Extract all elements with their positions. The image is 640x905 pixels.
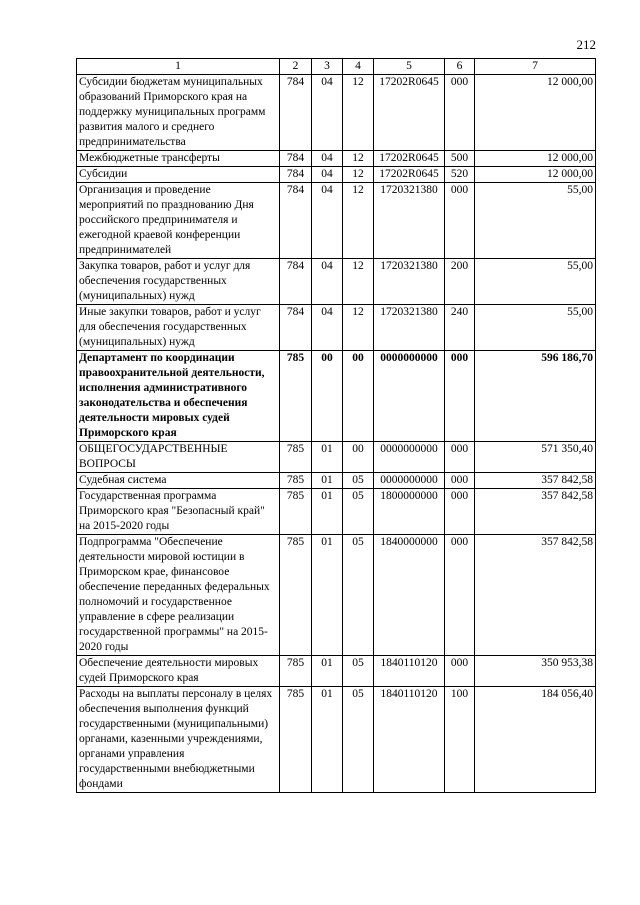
table-row	[77, 75, 596, 151]
row-name: Судебная система	[77, 473, 280, 489]
row-name: Подпрограмма "Обеспечение деятельности мировой юстиции в Приморском крае, финансовое обеспечение переданных федеральных полномочий и государственное управление в сфере реализации государственной программы" на 2015-2020 годы	[77, 535, 280, 656]
row-section-code: 00	[312, 351, 343, 442]
row-expense-type-code: 000	[445, 442, 475, 473]
row-ministry-code: 785	[280, 473, 312, 489]
row-expense-type-code: 000	[445, 489, 475, 535]
header-row	[77, 59, 596, 75]
row-ministry-code: 784	[280, 75, 312, 151]
row-subsection-code: 12	[343, 167, 374, 183]
table-row	[77, 183, 596, 259]
column-header: 3	[312, 59, 343, 75]
row-name: Департамент по координации правоохранительной деятельности, исполнения административного законодательства и обеспечения деятельности мировых судей Приморского края	[77, 351, 280, 442]
row-ministry-code: 784	[280, 259, 312, 305]
row-ministry-code: 785	[280, 351, 312, 442]
row-target-code: 0000000000	[374, 351, 445, 442]
row-name: Субсидии бюджетам муниципальных образований Приморского края на поддержку муниципальных программ развития малого и среднего предпринимательства	[77, 75, 280, 151]
row-amount: 12 000,00	[475, 151, 596, 167]
row-target-code: 17202R0645	[374, 167, 445, 183]
row-section-code: 04	[312, 75, 343, 151]
row-amount: 571 350,40	[475, 442, 596, 473]
row-amount: 55,00	[475, 183, 596, 259]
row-name: Организация и проведение мероприятий по празднованию Дня российского предпринимателя и ежегодной краевой конференции предпринимателей	[77, 183, 280, 259]
row-subsection-code: 12	[343, 183, 374, 259]
row-amount: 596 186,70	[475, 351, 596, 442]
row-target-code: 1720321380	[374, 305, 445, 351]
row-subsection-code: 00	[343, 442, 374, 473]
column-header: 2	[280, 59, 312, 75]
row-subsection-code: 05	[343, 535, 374, 656]
row-subsection-code: 12	[343, 259, 374, 305]
row-expense-type-code: 100	[445, 687, 475, 793]
row-section-code: 04	[312, 259, 343, 305]
row-name: Расходы на выплаты персоналу в целях обеспечения выполнения функций государственными (муниципальными) органами, казенными учреждениями, органами управления государственными внебюджетными фондами	[77, 687, 280, 793]
row-amount: 184 056,40	[475, 687, 596, 793]
row-subsection-code: 05	[343, 656, 374, 687]
row-expense-type-code: 000	[445, 183, 475, 259]
row-target-code: 1800000000	[374, 489, 445, 535]
row-ministry-code: 784	[280, 167, 312, 183]
column-header: 1	[77, 59, 280, 75]
table-row	[77, 535, 596, 656]
row-subsection-code: 05	[343, 489, 374, 535]
row-amount: 350 953,38	[475, 656, 596, 687]
row-ministry-code: 784	[280, 183, 312, 259]
row-name: ОБЩЕГОСУДАРСТВЕННЫЕ ВОПРОСЫ	[77, 442, 280, 473]
row-expense-type-code: 000	[445, 473, 475, 489]
row-name: Межбюджетные трансферты	[77, 151, 280, 167]
row-section-code: 01	[312, 442, 343, 473]
row-target-code: 0000000000	[374, 442, 445, 473]
table-row	[77, 473, 596, 489]
row-target-code: 1840110120	[374, 687, 445, 793]
column-header: 7	[475, 59, 596, 75]
row-target-code: 17202R0645	[374, 75, 445, 151]
row-subsection-code: 05	[343, 473, 374, 489]
row-name: Иные закупки товаров, работ и услуг для обеспечения государственных (муниципальных) нужд	[77, 305, 280, 351]
row-target-code: 17202R0645	[374, 151, 445, 167]
row-name: Закупка товаров, работ и услуг для обеспечения государственных (муниципальных) нужд	[77, 259, 280, 305]
row-expense-type-code: 000	[445, 535, 475, 656]
column-header: 5	[374, 59, 445, 75]
row-name: Обеспечение деятельности мировых судей Приморского края	[77, 656, 280, 687]
budget-table	[76, 58, 596, 793]
row-expense-type-code: 000	[445, 351, 475, 442]
row-amount: 357 842,58	[475, 535, 596, 656]
column-header: 6	[445, 59, 475, 75]
row-target-code: 0000000000	[374, 473, 445, 489]
row-name: Субсидии	[77, 167, 280, 183]
row-target-code: 1720321380	[374, 259, 445, 305]
row-amount: 12 000,00	[475, 167, 596, 183]
row-target-code: 1840000000	[374, 535, 445, 656]
table-row	[77, 687, 596, 793]
row-amount: 357 842,58	[475, 489, 596, 535]
row-ministry-code: 785	[280, 535, 312, 656]
row-expense-type-code: 200	[445, 259, 475, 305]
row-amount: 357 842,58	[475, 473, 596, 489]
table-row	[77, 151, 596, 167]
row-target-code: 1720321380	[374, 183, 445, 259]
row-ministry-code: 784	[280, 151, 312, 167]
row-ministry-code: 784	[280, 305, 312, 351]
row-ministry-code: 785	[280, 687, 312, 793]
row-subsection-code: 05	[343, 687, 374, 793]
row-subsection-code: 12	[343, 75, 374, 151]
row-section-code: 04	[312, 167, 343, 183]
row-amount: 12 000,00	[475, 75, 596, 151]
row-section-code: 04	[312, 151, 343, 167]
table-row	[77, 442, 596, 473]
table-row	[77, 305, 596, 351]
row-ministry-code: 785	[280, 442, 312, 473]
row-section-code: 04	[312, 305, 343, 351]
row-expense-type-code: 500	[445, 151, 475, 167]
row-amount: 55,00	[475, 305, 596, 351]
row-section-code: 04	[312, 183, 343, 259]
row-section-code: 01	[312, 687, 343, 793]
row-subsection-code: 00	[343, 351, 374, 442]
row-expense-type-code: 000	[445, 656, 475, 687]
row-section-code: 01	[312, 656, 343, 687]
column-header: 4	[343, 59, 374, 75]
row-expense-type-code: 000	[445, 75, 475, 151]
row-ministry-code: 785	[280, 489, 312, 535]
table-row	[77, 167, 596, 183]
row-subsection-code: 12	[343, 151, 374, 167]
table-row	[77, 259, 596, 305]
row-section-code: 01	[312, 473, 343, 489]
row-section-code: 01	[312, 535, 343, 656]
row-section-code: 01	[312, 489, 343, 535]
row-name: Государственная программа Приморского края "Безопасный край" на 2015-2020 годы	[77, 489, 280, 535]
row-target-code: 1840110120	[374, 656, 445, 687]
row-ministry-code: 785	[280, 656, 312, 687]
table-row	[77, 351, 596, 442]
row-expense-type-code: 240	[445, 305, 475, 351]
table-row	[77, 656, 596, 687]
page-number: 212	[576, 37, 596, 52]
table-row	[77, 489, 596, 535]
row-expense-type-code: 520	[445, 167, 475, 183]
row-subsection-code: 12	[343, 305, 374, 351]
row-amount: 55,00	[475, 259, 596, 305]
